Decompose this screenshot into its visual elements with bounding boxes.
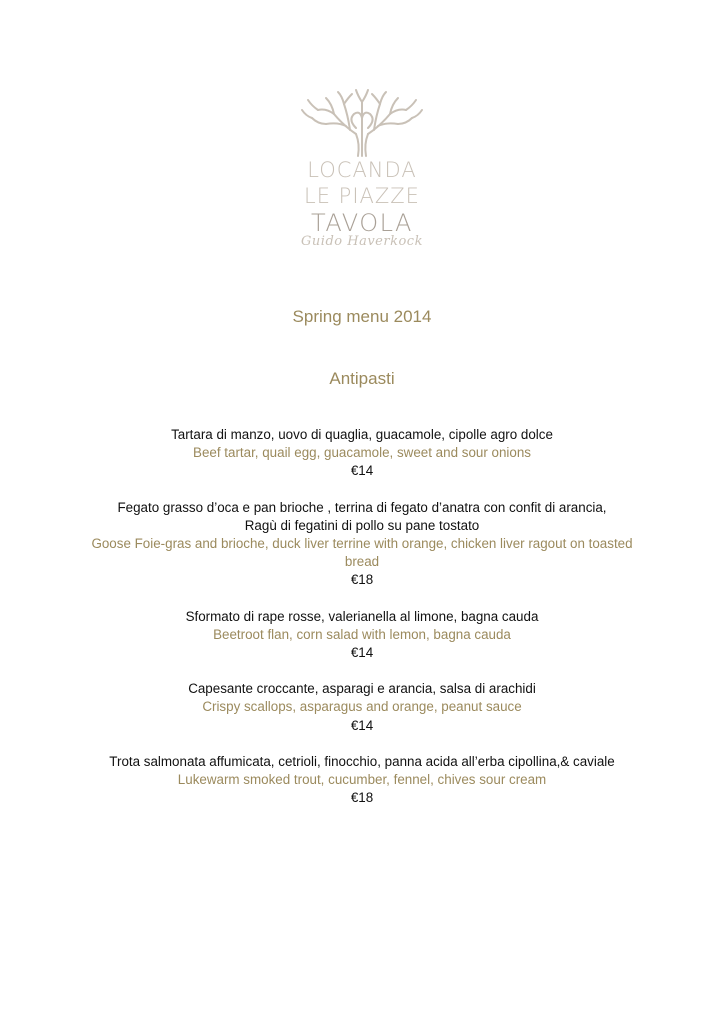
dish-price: €14 xyxy=(350,717,374,733)
dish-price: €14 xyxy=(350,645,374,661)
dish-italian: Tartara di manzo, uovo di quaglia, guacamole, cipolle agro dolce xyxy=(171,427,553,442)
section-title: Antipasti xyxy=(329,369,395,388)
dish-item xyxy=(0,680,724,735)
dish-italian: Capesante croccante, asparagi e arancia, salsa di arachidi xyxy=(188,681,536,697)
dish-italian-line2: Ragù di fegatini di pollo su pane tostato xyxy=(244,517,480,533)
dish-price: €18 xyxy=(350,572,374,588)
dish-english: Lukewarm smoked trout, cucumber, fennel, chives sour cream xyxy=(177,772,547,788)
dish-price: €18 xyxy=(350,790,374,806)
dish-item xyxy=(0,753,724,808)
logo-line-le-piazze: LE PIAZZE xyxy=(304,184,420,208)
dish-item xyxy=(0,608,724,663)
logo-line-tavola: TAVOLA xyxy=(311,209,413,237)
dish-italian: Sformato di rape rosse, valerianella al limone, bagna cauda xyxy=(185,608,539,624)
dish-english: Goose Foie-gras and brioche, duck liver terrine with orange, chicken liver ragout on toasted bread xyxy=(91,536,633,570)
tree-icon xyxy=(286,88,438,158)
menu-title: Spring menu 2014 xyxy=(292,307,432,326)
dish-english: Beef tartar, quail egg, guacamole, sweet and sour onions xyxy=(193,445,531,461)
restaurant-logo xyxy=(286,88,438,254)
dish-item xyxy=(0,426,724,481)
dish-italian: Fegato grasso d’oca e pan brioche , terrina di fegato d’anatra con confit di arancia, xyxy=(117,499,607,515)
dish-english: Beetroot flan, corn salad with lemon, bagna cauda xyxy=(213,626,511,642)
dish-list xyxy=(0,426,724,825)
logo-signature: Guido Haverkock xyxy=(301,234,423,249)
dish-italian: Trota salmonata affumicata, cetrioli, finocchio, panna acida all’erba cipollina,& caviale xyxy=(109,753,615,769)
dish-english: Crispy scallops, asparagus and orange, peanut sauce xyxy=(202,699,522,715)
dish-price: €14 xyxy=(350,463,374,479)
dish-item xyxy=(0,499,724,590)
logo-line-locanda: LOCANDA xyxy=(307,158,417,182)
